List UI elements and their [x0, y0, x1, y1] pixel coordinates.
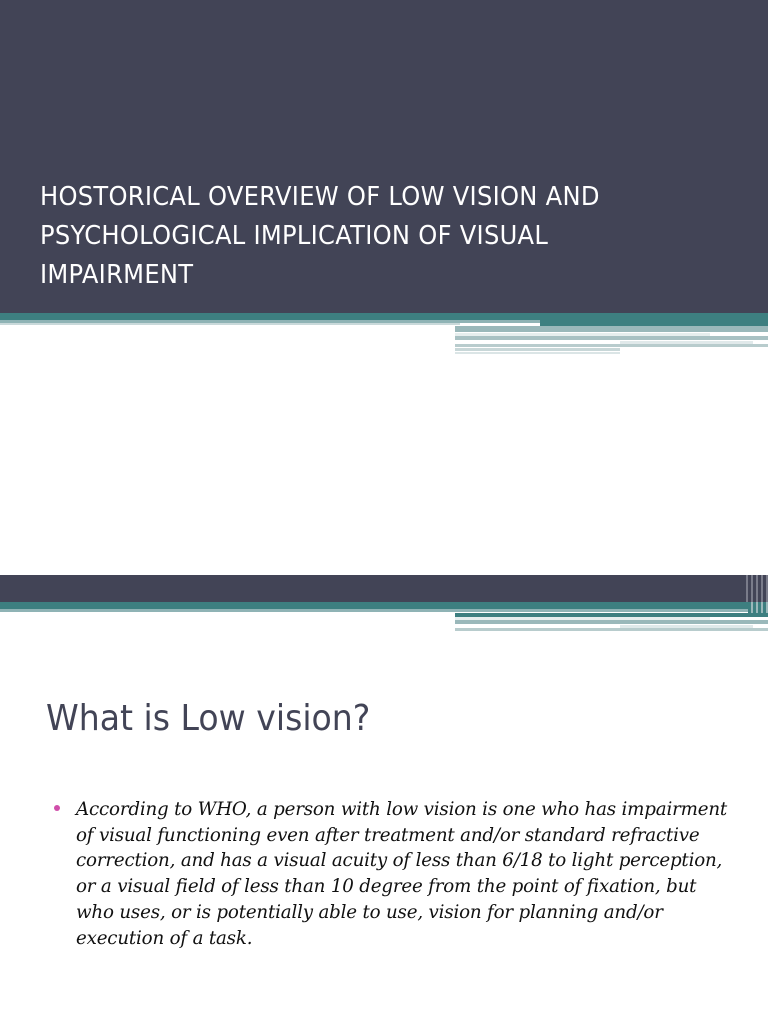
bullet-dot-icon: [54, 805, 60, 811]
slide-2: [0, 575, 768, 1024]
list-item: [54, 797, 734, 951]
slide-2-title: What is Low vision?: [46, 698, 371, 739]
slide-2-bullet-list: [54, 797, 734, 951]
slide-1-header-band: [0, 0, 768, 313]
slide-1-title: HOSTORICAL OVERVIEW OF LOW VISION AND PSYCHOLOGICAL IMPLICATION OF VISUAL IMPAIRMENT: [40, 182, 600, 290]
bullet-text: According to WHO, a person with low vision is one who has impairment of visual functioning even after treatment and/or standard refractive correction, and has a visual acuity of less than 6/18 to light perception, or a visual field of less than 10 degree from the point of fixation, but who uses, or is potentially able to use, vision for planning and/or execution of a task.: [76, 798, 728, 949]
